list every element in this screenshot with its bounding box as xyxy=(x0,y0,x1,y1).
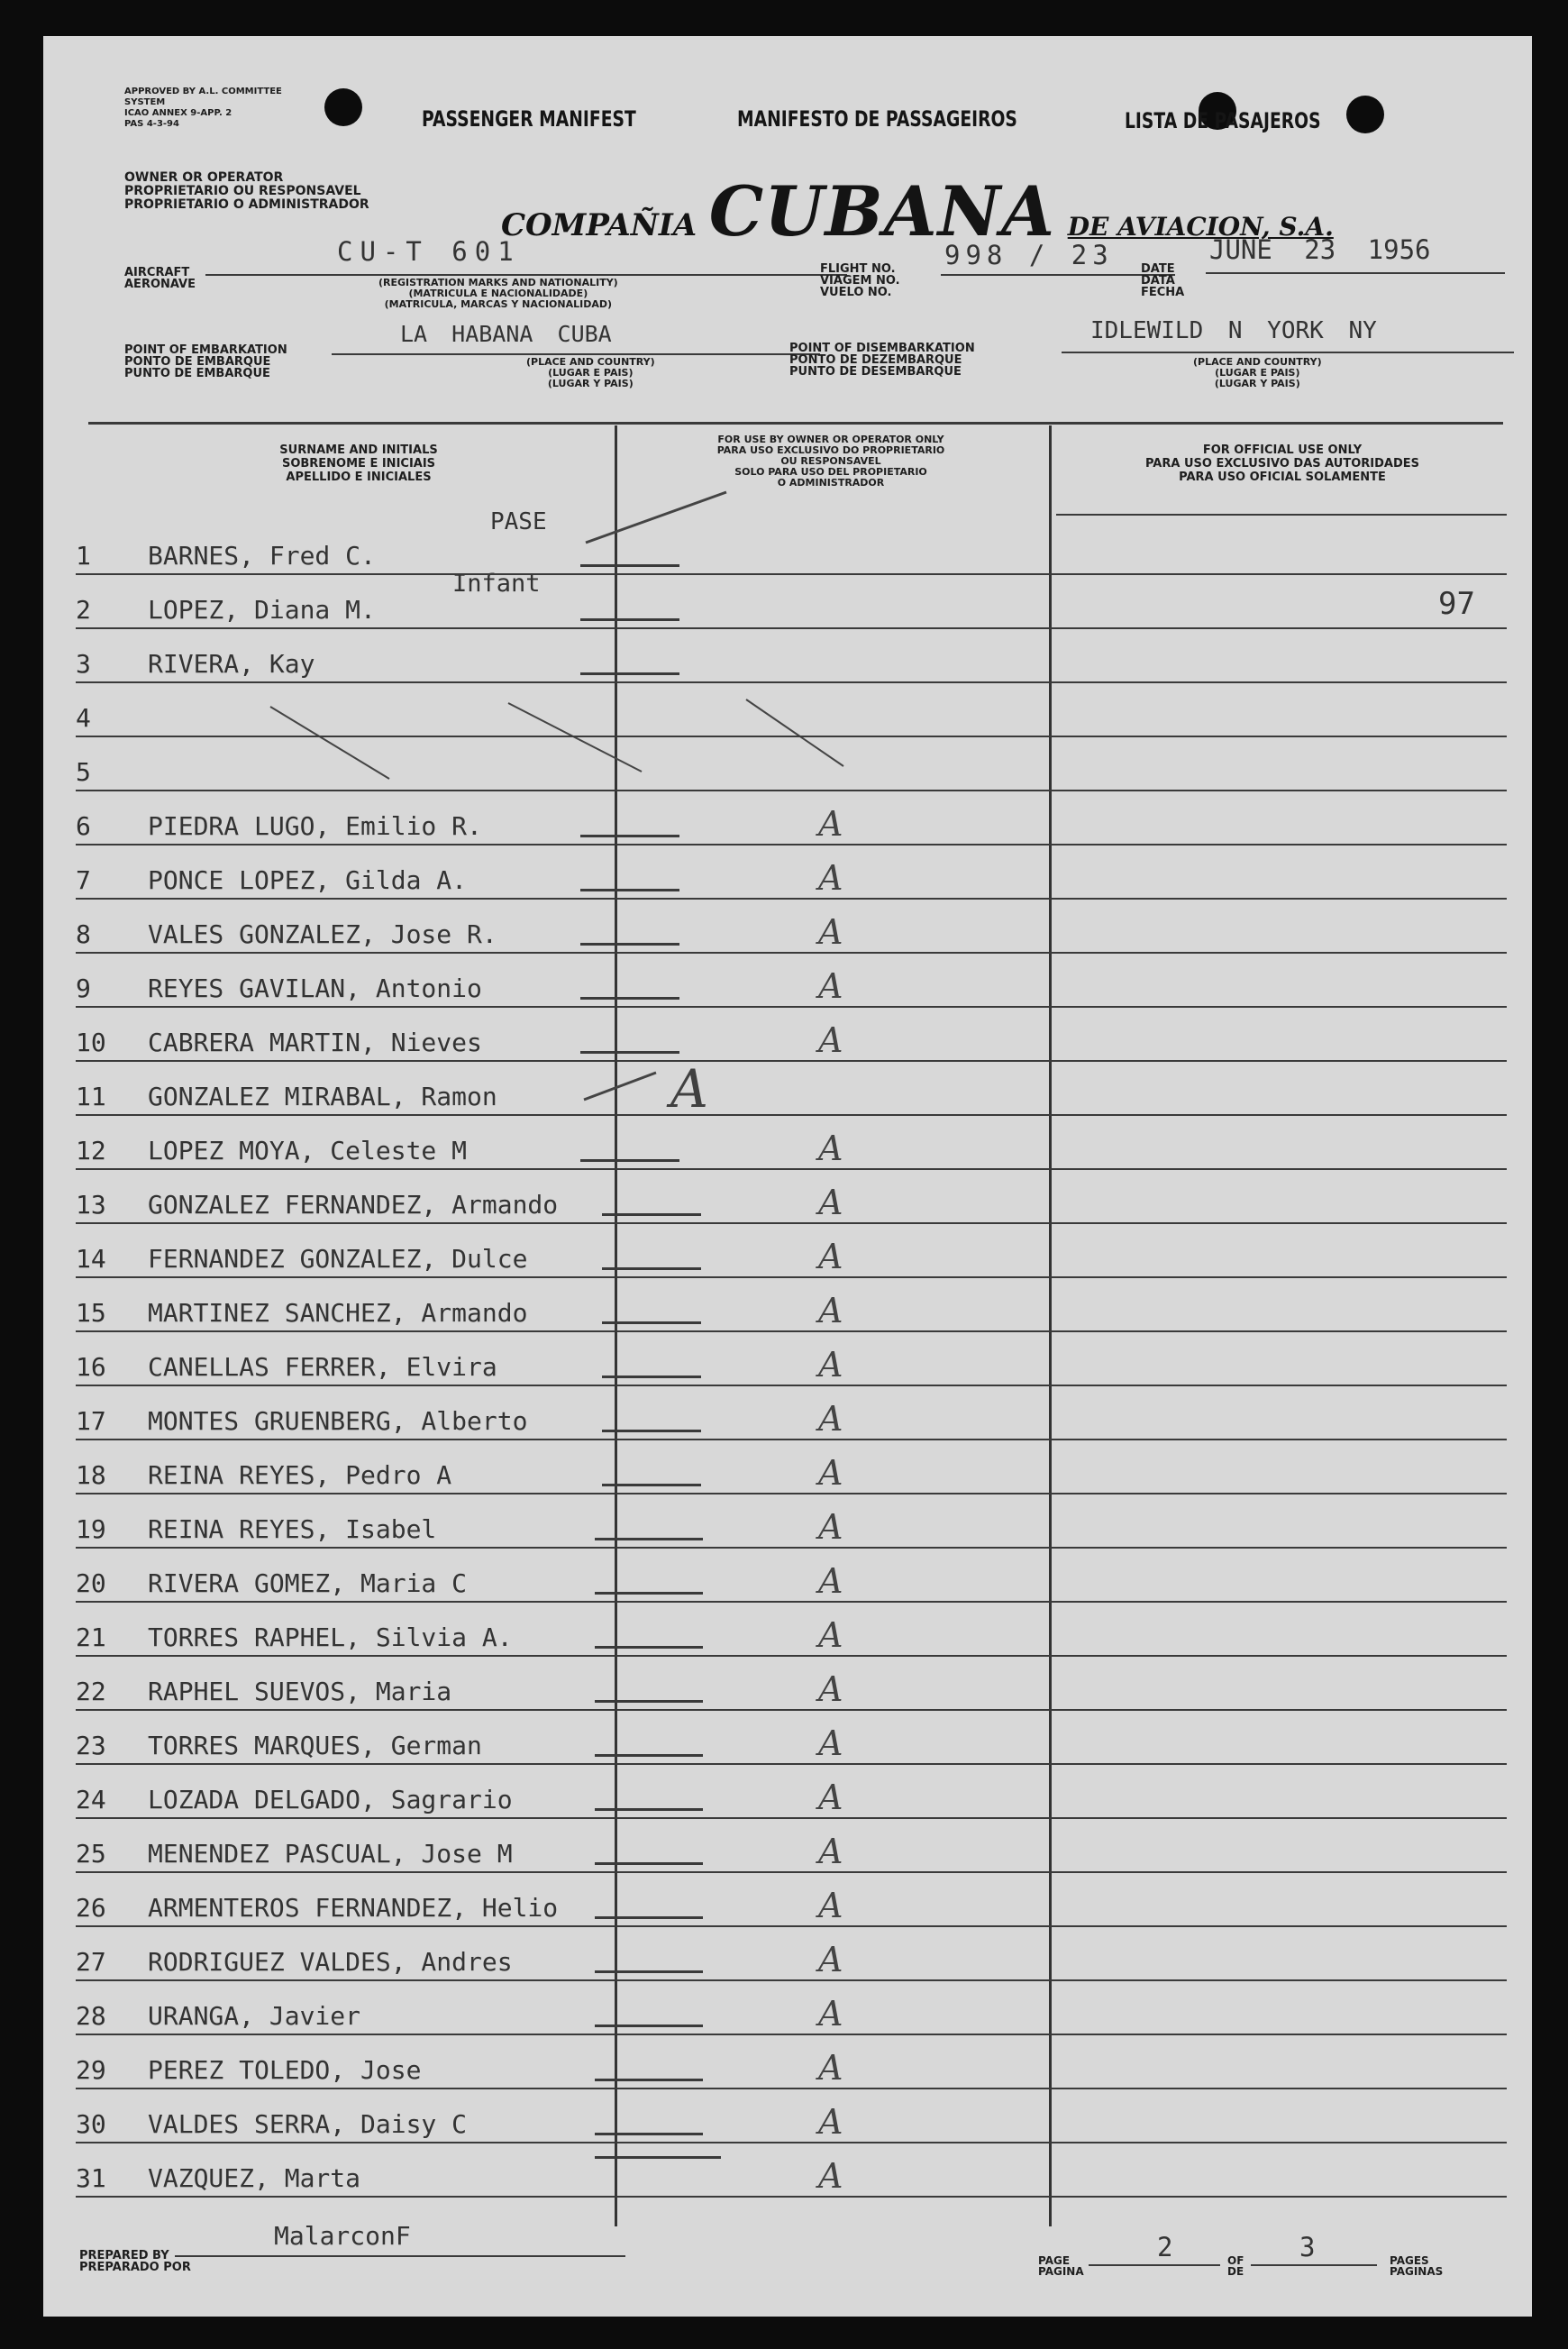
operator-mark: A xyxy=(818,1399,843,1439)
row-rule xyxy=(76,790,1507,791)
row-rule xyxy=(76,627,1507,629)
page-value: 2 xyxy=(1157,2232,1173,2262)
row-tick xyxy=(602,1267,701,1270)
row-number: 11 xyxy=(76,1082,106,1111)
row-number: 24 xyxy=(76,1785,106,1814)
date-label-pt: DATA xyxy=(1141,274,1175,288)
disembark-place-en: (PLACE AND COUNTRY) xyxy=(1193,356,1322,368)
row-number: 4 xyxy=(76,703,91,733)
row-number: 1 xyxy=(76,541,91,571)
approval-line-3: ICAO ANNEX 9-APP. 2 xyxy=(124,108,232,118)
row-number: 7 xyxy=(76,865,91,895)
pase-tick xyxy=(586,492,726,543)
row-rule xyxy=(76,1439,1507,1440)
page-label-pt: PAGINA xyxy=(1038,2265,1084,2278)
row-number: 20 xyxy=(76,1568,106,1598)
row-rule xyxy=(76,1979,1507,1981)
row-rule xyxy=(76,1655,1507,1657)
passenger-name: REYES GAVILAN, Antonio xyxy=(148,973,482,1003)
passenger-name: PIEDRA LUGO, Emilio R. xyxy=(148,811,482,841)
date-label-en: DATE xyxy=(1141,262,1175,276)
passenger-name: URANGA, Javier xyxy=(148,2001,361,2031)
row-number: 18 xyxy=(76,1460,106,1490)
row-tick xyxy=(580,564,679,567)
operator-mark: A xyxy=(818,912,843,952)
row-rule xyxy=(76,1925,1507,1927)
row-number: 6 xyxy=(76,811,91,841)
operator-mark: A xyxy=(818,1778,843,1817)
row-rule xyxy=(76,898,1507,900)
passenger-name: FERNANDEZ GONZALEZ, Dulce xyxy=(148,1244,528,1274)
big-a-annotation: A xyxy=(670,1058,708,1120)
operator-mark: A xyxy=(818,1237,843,1276)
row-rule xyxy=(76,1060,1507,1062)
date-value: JUNE 23 1956 xyxy=(1209,234,1431,265)
disembark-label-pt: PONTO DE DEZEMBARQUE xyxy=(789,353,962,367)
manifest-paper xyxy=(43,36,1532,2317)
operator-mark: A xyxy=(818,1615,843,1655)
owner-label-es: PROPRIETARIO O ADMINISTRADOR xyxy=(124,197,369,212)
row-rule xyxy=(76,2088,1507,2089)
flight-label-pt: VIAGEM NO. xyxy=(820,274,900,288)
row-number: 25 xyxy=(76,1839,106,1869)
row-number: 10 xyxy=(76,1028,106,1057)
row-rule xyxy=(76,2142,1507,2143)
passenger-name: REINA REYES, Pedro A xyxy=(148,1460,452,1490)
row-number: 31 xyxy=(76,2163,106,2193)
page-label-en: PAGE xyxy=(1038,2254,1071,2267)
row-number: 30 xyxy=(76,2109,106,2139)
of-label-es: DE xyxy=(1227,2265,1244,2278)
passenger-name: CABRERA MARTIN, Nieves xyxy=(148,1028,482,1057)
row-tick xyxy=(580,618,679,621)
passenger-name: GONZALEZ FERNANDEZ, Armando xyxy=(148,1190,559,1220)
airline-main: CUBANA xyxy=(708,171,1056,251)
disembark-value: IDLEWILD N YORK NY xyxy=(1090,317,1377,344)
operator-mark: A xyxy=(818,966,843,1006)
row-tick xyxy=(595,2079,703,2081)
row-rule xyxy=(76,1493,1507,1494)
row-tick xyxy=(595,1754,703,1757)
passenger-name: VAZQUEZ, Marta xyxy=(148,2163,361,2193)
operator-mark: A xyxy=(818,1020,843,1060)
cross-out-stroke-3 xyxy=(746,699,843,766)
row-rule xyxy=(76,1763,1507,1765)
pase-annotation: PASE xyxy=(490,508,547,535)
aircraft-value: CU-T 601 xyxy=(337,236,521,267)
operator-header-3: OU RESPONSAVEL xyxy=(780,455,881,467)
row-number: 19 xyxy=(76,1514,106,1544)
embark-place-es: (LUGAR Y PAIS) xyxy=(547,378,634,389)
row-rule xyxy=(76,1330,1507,1332)
approval-line-1: APPROVED BY A.L. COMMITTEE xyxy=(124,87,282,96)
embark-value: LA HABANA CUBA xyxy=(400,321,612,347)
row-rule xyxy=(76,1871,1507,1873)
aircraft-label-pt: AERONAVE xyxy=(124,278,196,291)
operator-mark: A xyxy=(818,2048,843,2088)
row-number: 26 xyxy=(76,1893,106,1923)
operator-mark: A xyxy=(818,1940,843,1979)
row-tick xyxy=(602,1484,701,1486)
operator-mark: A xyxy=(818,1507,843,1547)
infant-annotation: Infant xyxy=(452,570,541,598)
operator-mark: A xyxy=(818,1129,843,1168)
embark-label-pt: PONTO DE EMBARQUE xyxy=(124,355,271,369)
owner-label-pt: PROPRIETARIO OU RESPONSAVEL xyxy=(124,184,361,198)
aircraft-label-en: AIRCRAFT xyxy=(124,266,190,279)
operator-mark: A xyxy=(818,1832,843,1871)
registration-label-pt: (MATRICULA E NACIONALIDADE) xyxy=(408,288,588,299)
flight-value: 998 / 23 xyxy=(944,240,1114,270)
row-rule xyxy=(76,736,1507,737)
of-labels xyxy=(1227,2255,1244,2277)
row-tick xyxy=(595,1916,703,1919)
disembark-label-es: PUNTO DE DESEMBARQUE xyxy=(789,365,962,379)
row-rule xyxy=(76,573,1507,575)
row-tick xyxy=(602,1376,701,1378)
cross-out-stroke-2 xyxy=(508,703,642,772)
row-rule xyxy=(76,2196,1507,2198)
pages-label-es: PAGINAS xyxy=(1390,2265,1444,2278)
operator-mark: A xyxy=(818,804,843,844)
prepared-labels xyxy=(79,2250,191,2273)
row-tick xyxy=(580,1051,679,1054)
row-tick xyxy=(580,672,679,675)
row-number: 17 xyxy=(76,1406,106,1436)
ramon-check xyxy=(584,1073,656,1100)
passenger-name: MONTES GRUENBERG, Alberto xyxy=(148,1406,528,1436)
row-tick xyxy=(602,1321,701,1324)
title-manifesto: MANIFESTO DE PASSAGEIROS xyxy=(737,106,1017,132)
title-passenger-manifest: PASSENGER MANIFEST xyxy=(422,106,636,132)
row-number: 5 xyxy=(76,757,91,787)
passenger-name: VALES GONZALEZ, Jose R. xyxy=(148,919,497,949)
passenger-name: RAPHEL SUEVOS, Maria xyxy=(148,1677,452,1706)
registration-label-en: (REGISTRATION MARKS AND NATIONALITY) xyxy=(378,277,618,288)
operator-mark: A xyxy=(818,1291,843,1330)
cross-out-stroke-1 xyxy=(270,707,389,779)
row-rule xyxy=(76,1547,1507,1549)
disembark-place-es: (LUGAR Y PAIS) xyxy=(1214,378,1300,389)
row-number: 8 xyxy=(76,919,91,949)
prepared-label-pt: PREPARADO POR xyxy=(79,2261,191,2274)
official-header-pt: PARA USO EXCLUSIVO DAS AUTORIDADES xyxy=(1144,457,1420,471)
of-value: 3 xyxy=(1299,2232,1316,2262)
row-number: 27 xyxy=(76,1947,106,1977)
row-tick xyxy=(602,1213,701,1216)
row-number: 22 xyxy=(76,1677,106,1706)
embark-place-en: (PLACE AND COUNTRY) xyxy=(526,356,655,368)
row-tick xyxy=(595,1646,703,1649)
row-number: 3 xyxy=(76,649,91,679)
operator-header-4: SOLO PARA USO DEL PROPIETARIO xyxy=(734,466,927,478)
row-tick xyxy=(595,1700,703,1703)
operator-header-2: PARA USO EXCLUSIVO DO PROPRIETARIO xyxy=(716,444,945,456)
passenger-name: TORRES RAPHEL, Silvia A. xyxy=(148,1622,513,1652)
passenger-name: LOPEZ, Diana M. xyxy=(148,595,376,625)
row-tick xyxy=(595,1862,703,1865)
pages-label-en: PAGES xyxy=(1390,2254,1429,2267)
official-header-en: FOR OFFICIAL USE ONLY xyxy=(1202,443,1363,457)
row-tick xyxy=(595,1592,703,1595)
passenger-name: CANELLAS FERRER, Elvira xyxy=(148,1352,497,1382)
page-underline xyxy=(1089,2264,1220,2266)
row-tick xyxy=(595,1808,703,1811)
operator-header-1: FOR USE BY OWNER OR OPERATOR ONLY xyxy=(717,434,944,445)
row-tick xyxy=(580,889,679,891)
row-tick xyxy=(602,1430,701,1432)
passenger-name: LOPEZ MOYA, Celeste M xyxy=(148,1136,468,1165)
disembark-label-en: POINT OF DISEMBARKATION xyxy=(789,342,975,355)
approval-line-2: SYSTEM xyxy=(124,97,166,107)
prepared-underline xyxy=(175,2255,625,2257)
passenger-name: RODRIGUEZ VALDES, Andres xyxy=(148,1947,513,1977)
row-rule xyxy=(76,1709,1507,1711)
row-number: 16 xyxy=(76,1352,106,1382)
row-rule xyxy=(76,681,1507,683)
row-rule xyxy=(76,1601,1507,1603)
row-tick xyxy=(580,997,679,1000)
airline-suffix: DE AVIACION, S.A. xyxy=(1067,212,1334,242)
official-header-es: PARA USO OFICIAL SOLAMENTE xyxy=(1179,471,1386,484)
registration-label-es: (MATRICULA, MARCAS Y NACIONALIDAD) xyxy=(384,298,613,310)
embark-place-pt: (LUGAR E PAIS) xyxy=(548,367,634,379)
row-number: 21 xyxy=(76,1622,106,1652)
passenger-name: RIVERA GOMEZ, Maria C xyxy=(148,1568,468,1598)
operator-mark: A xyxy=(818,1994,843,2034)
operator-mark: A xyxy=(818,1886,843,1925)
operator-mark: A xyxy=(818,1453,843,1493)
pages-labels xyxy=(1390,2255,1443,2277)
operator-mark: A xyxy=(818,858,843,898)
passenger-name: REINA REYES, Isabel xyxy=(148,1514,437,1544)
row-tick xyxy=(580,835,679,837)
flight-label-es: VUELO NO. xyxy=(820,286,892,299)
row-tick xyxy=(580,943,679,946)
page-labels xyxy=(1038,2255,1084,2277)
row-number: 13 xyxy=(76,1190,106,1220)
owner-label-en: OWNER OR OPERATOR xyxy=(124,170,284,185)
official-note-97: 97 xyxy=(1438,586,1475,622)
flight-label-en: FLIGHT NO. xyxy=(820,262,896,276)
row-rule xyxy=(76,1114,1507,1116)
row-rule xyxy=(76,952,1507,954)
of-label-en: OF xyxy=(1227,2254,1244,2267)
operator-header-5: O ADMINISTRADOR xyxy=(777,477,885,489)
row-rule xyxy=(76,1276,1507,1278)
operator-mark: A xyxy=(818,1723,843,1763)
row-rule xyxy=(76,1168,1507,1170)
airline-prefix: COMPAÑIA xyxy=(501,207,697,243)
prepared-label-en: PREPARED BY xyxy=(79,2249,169,2262)
passenger-name: PEREZ TOLEDO, Jose xyxy=(148,2055,422,2085)
row-number: 28 xyxy=(76,2001,106,2031)
passenger-name: GONZALEZ MIRABAL, Ramon xyxy=(148,1082,497,1111)
passenger-name: VALDES SERRA, Daisy C xyxy=(148,2109,468,2139)
date-label-es: FECHA xyxy=(1141,286,1185,299)
passenger-name: LOZADA DELGADO, Sagrario xyxy=(148,1785,513,1814)
title-lista: LISTA DE PASAJEROS xyxy=(1125,108,1321,133)
passenger-name: PONCE LOPEZ, Gilda A. xyxy=(148,865,468,895)
passenger-name: TORRES MARQUES, German xyxy=(148,1731,482,1760)
operator-mark: A xyxy=(818,1561,843,1601)
row-tick xyxy=(595,1970,703,1973)
row-rule xyxy=(76,2034,1507,2035)
operator-mark: A xyxy=(818,1669,843,1709)
operator-mark: A xyxy=(818,2156,843,2196)
row-number: 23 xyxy=(76,1731,106,1760)
row-rule xyxy=(76,1222,1507,1224)
row-number: 29 xyxy=(76,2055,106,2085)
embark-label-en: POINT OF EMBARKATION xyxy=(124,343,287,357)
passenger-name: RIVERA, Kay xyxy=(148,649,315,679)
surname-header-en: SURNAME AND INITIALS xyxy=(279,443,438,457)
row-number: 9 xyxy=(76,973,91,1003)
prepared-by-value: MalarconF xyxy=(274,2221,411,2251)
row-number: 15 xyxy=(76,1298,106,1328)
row-number: 2 xyxy=(76,595,91,625)
passenger-name: MENENDEZ PASCUAL, Jose M xyxy=(148,1839,513,1869)
row-rule xyxy=(76,1385,1507,1386)
row-rule xyxy=(76,1006,1507,1008)
row-tick xyxy=(595,2025,703,2027)
row-rule xyxy=(76,844,1507,845)
embark-label-es: PUNTO DE EMBARQUE xyxy=(124,367,270,380)
passenger-name: MARTINEZ SANCHEZ, Armando xyxy=(148,1298,528,1328)
row-rule xyxy=(76,1817,1507,1819)
row-tick xyxy=(595,2133,703,2135)
approval-line-4: PAS 4-3-94 xyxy=(124,119,179,129)
operator-mark: A xyxy=(818,1183,843,1222)
surname-header-es: APELLIDO E INICIALES xyxy=(286,471,432,484)
operator-mark: A xyxy=(818,2102,843,2142)
row-tick xyxy=(595,1538,703,1540)
of-underline xyxy=(1251,2264,1377,2266)
row-number: 12 xyxy=(76,1136,106,1165)
operator-mark: A xyxy=(818,1345,843,1385)
surname-header-pt: SOBRENOME E INICIAIS xyxy=(281,457,436,471)
passenger-name: BARNES, Fred C. xyxy=(148,541,376,571)
disembark-place-pt: (LUGAR E PAIS) xyxy=(1215,367,1300,379)
passenger-name: ARMENTEROS FERNANDEZ, Helio xyxy=(148,1893,559,1923)
row-tick xyxy=(580,1159,679,1162)
row-number: 14 xyxy=(76,1244,106,1274)
row-tick xyxy=(595,2156,721,2159)
